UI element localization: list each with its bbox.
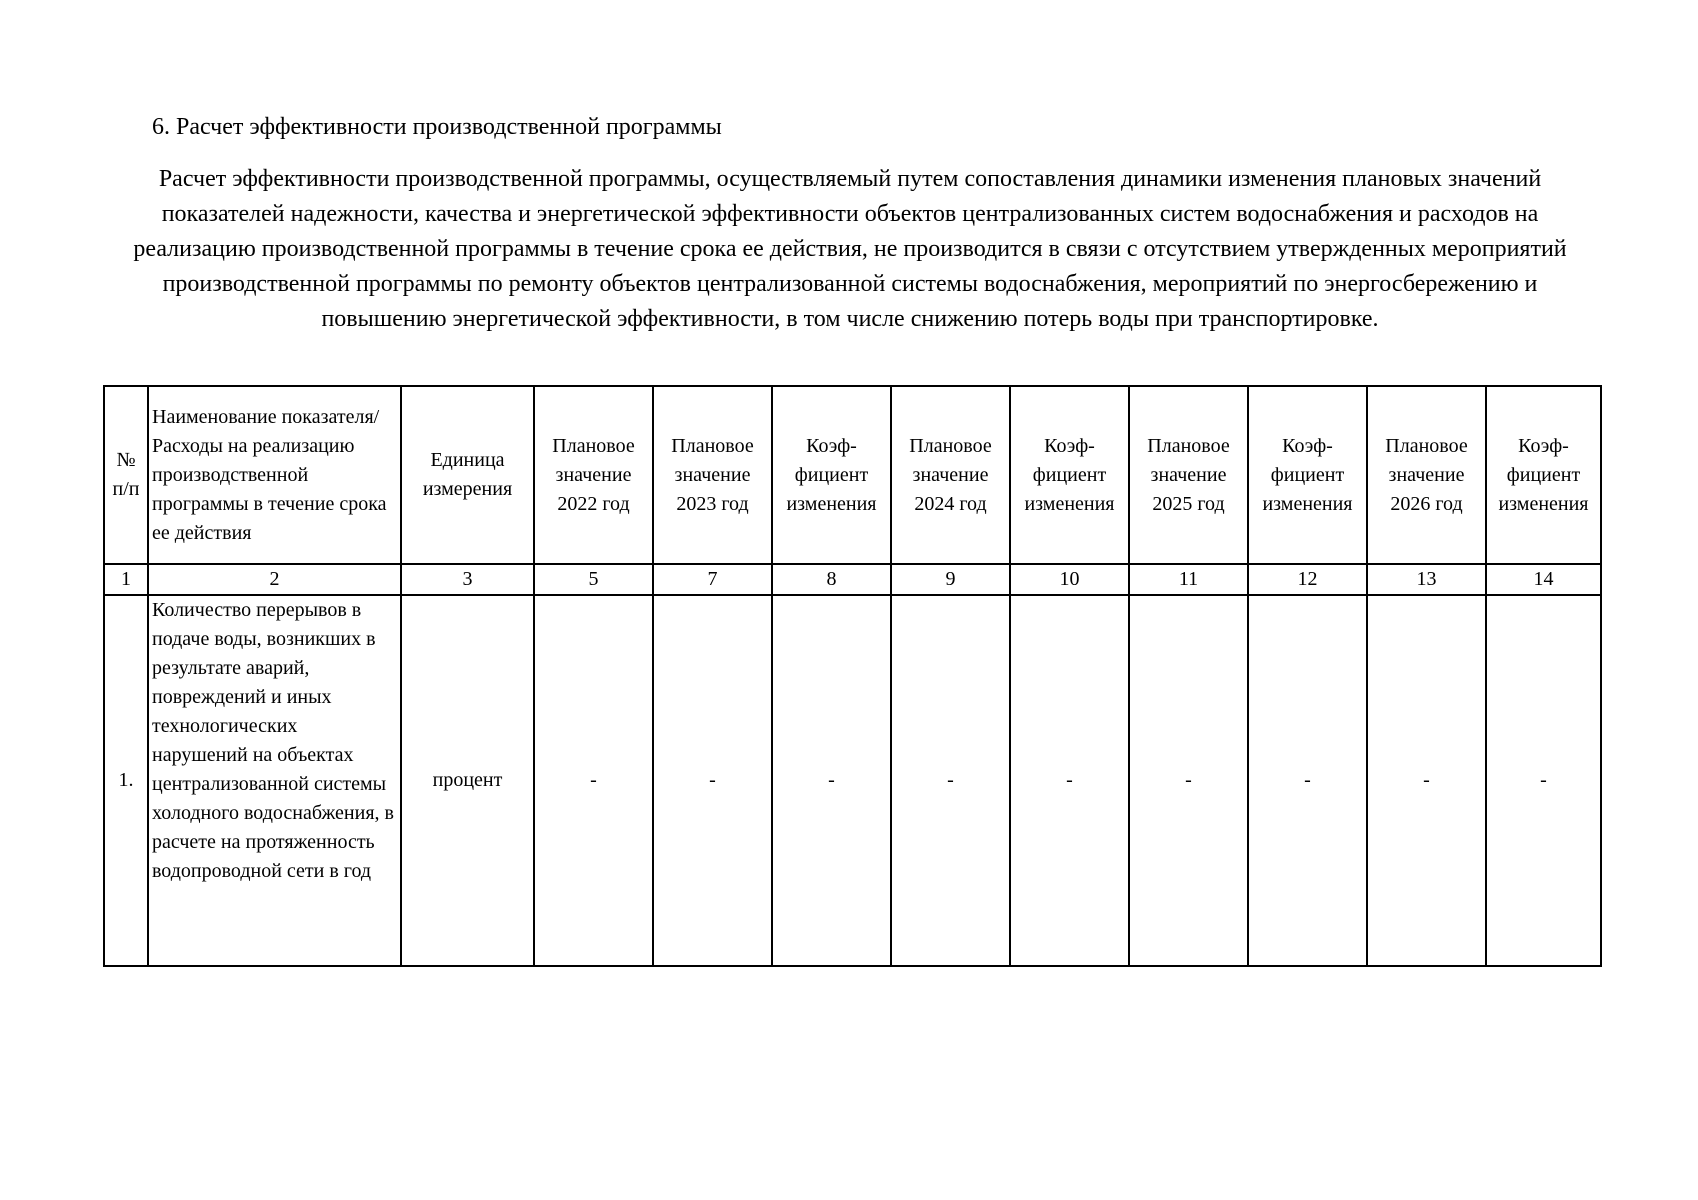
efficiency-table	[103, 385, 1602, 967]
table-row	[104, 595, 1601, 966]
column-number-cell: 5	[534, 564, 653, 595]
header-cell: Наименование показателя/Расходы на реализацию производственной программы в течение срока ее действия	[148, 386, 401, 564]
column-number-cell: 3	[401, 564, 534, 595]
column-number-cell: 14	[1486, 564, 1601, 595]
header-cell: Единица измерения	[401, 386, 534, 564]
column-number-cell: 7	[653, 564, 772, 595]
column-number-cell: 13	[1367, 564, 1486, 595]
row-value-cell: -	[534, 595, 653, 966]
header-cell: Коэф-фициент изменения	[772, 386, 891, 564]
row-value-cell: -	[772, 595, 891, 966]
header-cell: Плановое значение 2025 год	[1129, 386, 1248, 564]
row-value-cell: -	[1129, 595, 1248, 966]
header-cell: Плановое значение 2022 год	[534, 386, 653, 564]
column-number-cell: 9	[891, 564, 1010, 595]
intro-paragraph: Расчет эффективности производственной программы, осуществляемый путем сопоставления динамики изменения плановых значений показателей надежности, качества и энергетической эффективности объектов централизованных систем водоснабжения и расходов на реализацию производственной программы в течение срока ее действия, не производится в связи с отсутствием утвержденных мероприятий производственной программы по ремонту объектов централизованной системы водоснабжения, мероприятий по энергосбережению и повышению энергетической эффективности, в том числе снижению потерь воды при транспортировке.	[133, 166, 1567, 332]
column-number-row	[104, 564, 1601, 595]
row-value-cell: -	[1010, 595, 1129, 966]
column-number-cell: 1	[104, 564, 148, 595]
header-cell: Коэф-фициент изменения	[1010, 386, 1129, 564]
column-number-cell: 11	[1129, 564, 1248, 595]
row-value-cell: -	[1486, 595, 1601, 966]
header-cell: Плановое значение 2023 год	[653, 386, 772, 564]
row-value-cell: -	[1367, 595, 1486, 966]
table-header-row	[104, 386, 1601, 564]
header-cell: Коэф-фициент изменения	[1486, 386, 1601, 564]
header-cell: № п/п	[104, 386, 148, 564]
header-cell: Коэф-фициент изменения	[1248, 386, 1367, 564]
row-value-cell: -	[653, 595, 772, 966]
row-value-cell: -	[1248, 595, 1367, 966]
column-number-cell: 2	[148, 564, 401, 595]
column-number-cell: 8	[772, 564, 891, 595]
row-value-cell: -	[891, 595, 1010, 966]
column-number-cell: 12	[1248, 564, 1367, 595]
section-heading: 6. Расчет эффективности производственной программы	[152, 114, 722, 140]
row-unit-cell: процент	[401, 595, 534, 966]
header-cell: Плановое значение 2024 год	[891, 386, 1010, 564]
row-name-cell: Количество перерывов в подаче воды, возникших в результате аварий, повреждений и иных технологических нарушений на объектах централизованной системы холодного водоснабжения, в расчете на протяженность водопроводной сети в год	[148, 595, 401, 966]
header-cell: Плановое значение 2026 год	[1367, 386, 1486, 564]
column-number-cell: 10	[1010, 564, 1129, 595]
row-number-cell: 1.	[104, 595, 148, 966]
